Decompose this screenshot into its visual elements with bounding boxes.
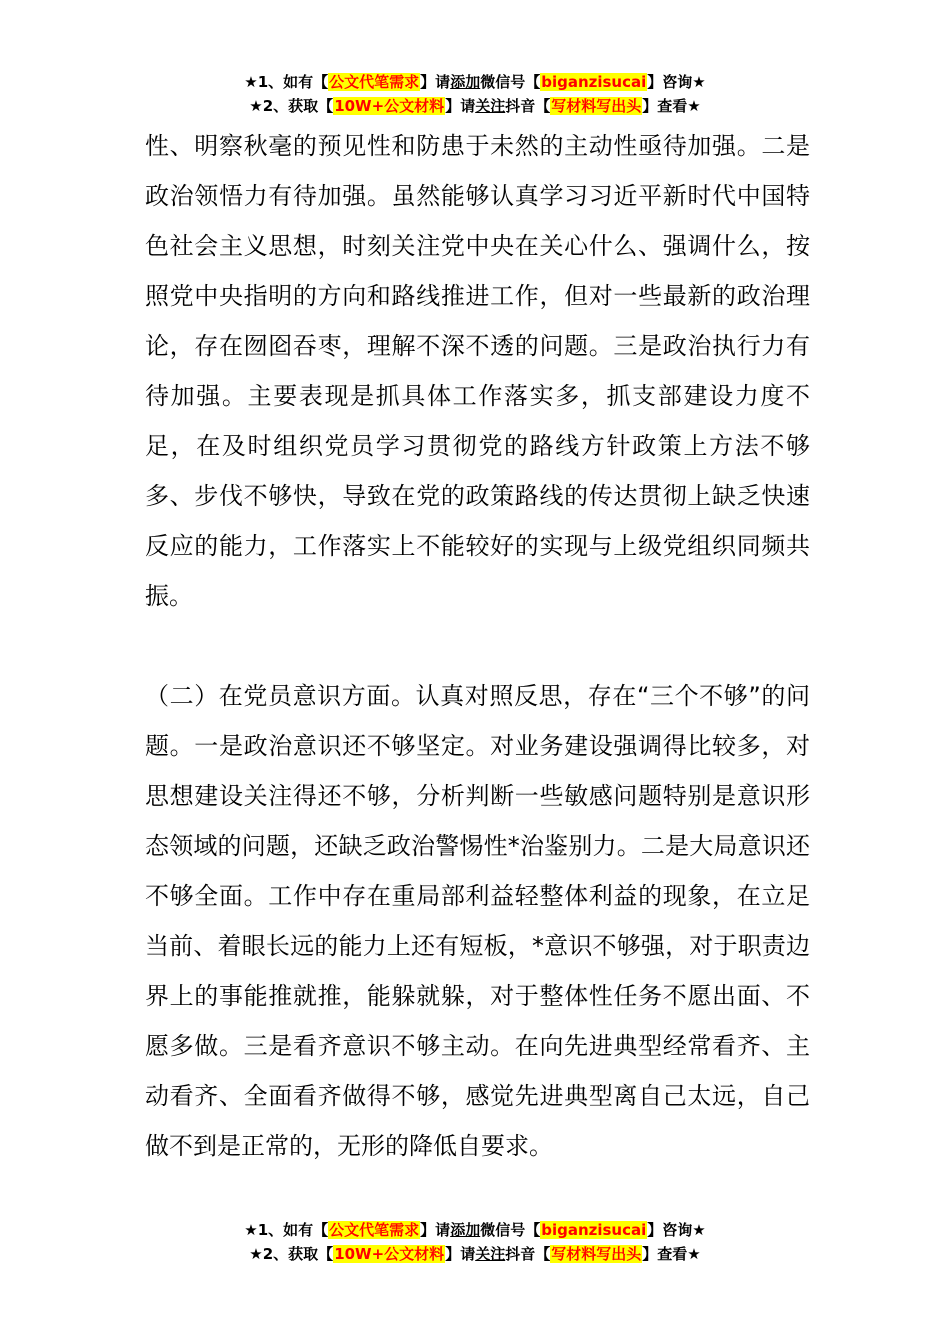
banner-underlined-text: 关注	[475, 1245, 506, 1263]
banner-text: 微信号【	[480, 1221, 541, 1239]
banner-text: 】查看★	[642, 97, 701, 115]
banner-highlight: biganzisucai	[541, 1221, 647, 1239]
banner-line-1	[0, 70, 950, 94]
footer-banner	[0, 1218, 950, 1266]
banner-text: 】咨询★	[647, 1221, 706, 1239]
banner-text: 】请	[420, 73, 451, 91]
banner-text: 抖音【	[505, 97, 551, 115]
banner-highlight: 公文代笔需求	[329, 73, 420, 91]
document-body	[145, 121, 810, 1171]
banner-text: 】请	[445, 1245, 476, 1263]
banner-text: ★1、如有【	[244, 1221, 329, 1239]
paragraph-spacer	[145, 621, 810, 671]
banner-line-2	[0, 1242, 950, 1266]
banner-text: ★1、如有【	[244, 73, 329, 91]
banner-highlight: biganzisucai	[541, 73, 647, 91]
banner-underlined-text: 添加	[450, 73, 481, 91]
banner-text: 】请	[420, 1221, 451, 1239]
banner-highlight: 写材料写出头	[551, 1245, 642, 1263]
banner-text: 】请	[445, 97, 476, 115]
banner-text: ★2、获取【	[249, 97, 334, 115]
banner-underlined-text: 添加	[450, 1221, 481, 1239]
banner-text: 抖音【	[505, 1245, 551, 1263]
banner-underlined-text: 关注	[475, 97, 506, 115]
banner-highlight: 10W+公文材料	[334, 97, 445, 115]
banner-text: 微信号【	[480, 73, 541, 91]
banner-highlight: 10W+公文材料	[334, 1245, 445, 1263]
banner-text: 】咨询★	[647, 73, 706, 91]
banner-text: 】查看★	[642, 1245, 701, 1263]
banner-line-2	[0, 94, 950, 118]
body-paragraph-1: 性、明察秋毫的预见性和防患于未然的主动性亟待加强。二是政治领悟力有待加强。虽然能够认真学习习近平新时代中国特色社会主义思想，时刻关注党中央在关心什么、强调什么，按照党中央指明的方向和路线推进工作，但对一些最新的政治理论，存在囫囵吞枣，理解不深不透的问题。三是政治执行力有待加强。主要表现是抓具体工作落实多，抓支部建设力度不足，在及时组织党员学习贯彻党的路线方针政策上方法不够多、步伐不够快，导致在党的政策路线的传达贯彻上缺乏快速反应的能力，工作落实上不能较好的实现与上级党组织同频共振。	[145, 132, 810, 610]
banner-highlight: 公文代笔需求	[329, 1221, 420, 1239]
banner-line-1	[0, 1218, 950, 1242]
banner-highlight: 写材料写出头	[551, 97, 642, 115]
body-paragraph-2: （二）在党员意识方面。认真对照反思，存在“三个不够”的问题。一是政治意识还不够坚定。对业务建设强调得比较多，对思想建设关注得还不够，分析判断一些敏感问题特别是意识形态领域的问题，还缺乏政治警惕性*治鉴别力。二是大局意识还不够全面。工作中存在重局部利益轻整体利益的现象，在立足当前、着眼长远的能力上还有短板，*意识不够强，对于职责边界上的事能推就推，能躲就躲，对于整体性任务不愿出面、不愿多做。三是看齐意识不够主动。在向先进典型经常看齐、主动看齐、全面看齐做得不够，感觉先进典型离自己太远，自己做不到是正常的，无形的降低自要求。	[145, 682, 810, 1160]
header-banner	[0, 70, 950, 118]
banner-text: ★2、获取【	[249, 1245, 334, 1263]
